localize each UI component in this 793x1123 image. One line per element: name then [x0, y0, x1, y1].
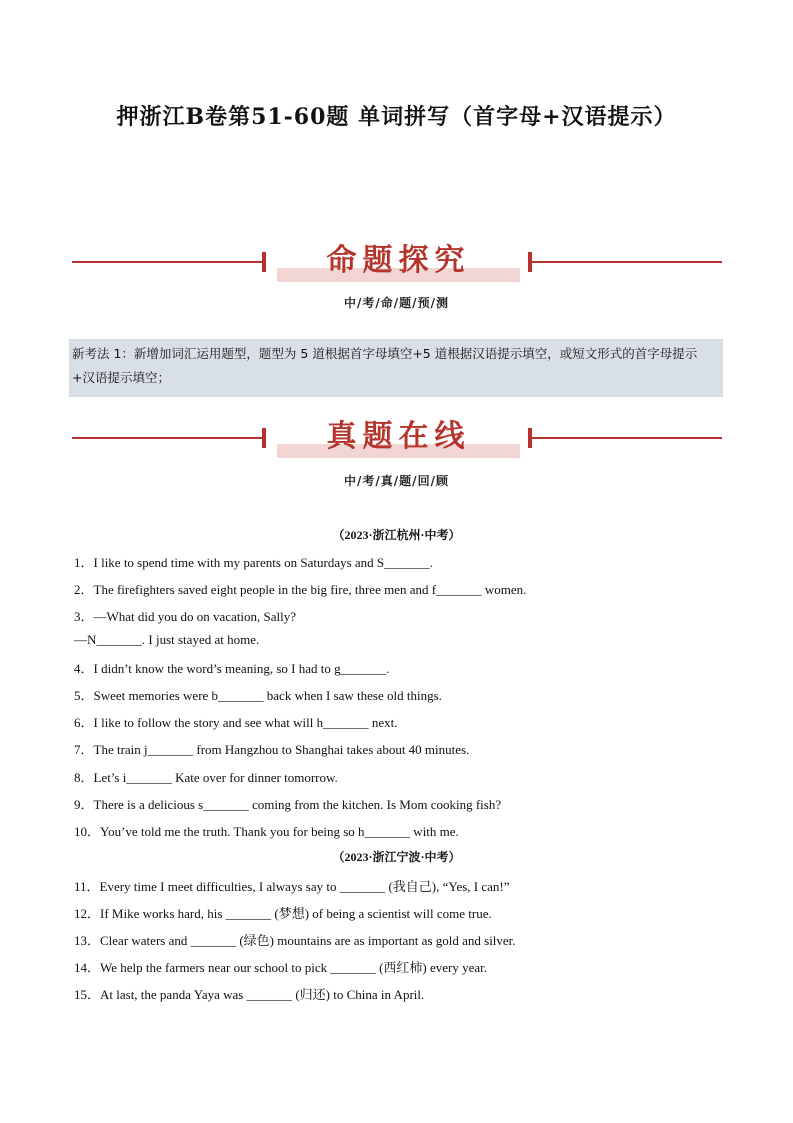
section-heading: （2023·浙江杭州·中考）	[332, 528, 461, 542]
section-banner-research	[72, 240, 722, 284]
banner-label: 真题在线	[326, 419, 471, 454]
question-item: 1．I like to spend time with my parents on Saturdays and S_______.	[74, 555, 433, 570]
question-item: 11．Every time I meet difficulties, I always say to _______ (我自己), “Yes, I can!”	[74, 879, 510, 894]
section-heading: （2023·浙江宁波·中考）	[332, 850, 461, 864]
question-item: 14．We help the farmers near our school to pick _______ (西红柿) every year.	[74, 960, 488, 975]
question-item: 13．Clear waters and _______ (绿色) mountains are as important as gold and silver.	[74, 933, 516, 948]
section-banner-exam	[72, 416, 722, 460]
divider-line	[72, 437, 262, 439]
question-item: 12．If Mike works hard, his _______ (梦想) of being a scientist will come true.	[74, 906, 492, 921]
note-box: 新考法 1：新增加词汇运用题型，题型为 5 道根据首字母填空+5 道根据汉语提示填空，或短文形式的首字母提示+汉语提示填空；	[69, 339, 723, 397]
question-item: 5．Sweet memories were b_______ back when I saw these old things.	[74, 688, 442, 703]
divider-tick	[262, 252, 266, 272]
divider-line	[532, 261, 722, 263]
divider-tick	[262, 428, 266, 448]
question-item: 3．—What did you do on vacation, Sally?	[74, 609, 297, 624]
question-item: 2．The firefighters saved eight people in the big fire, three men and f_______ women.	[74, 582, 527, 597]
divider-line	[532, 437, 722, 439]
banner-label: 命题探究	[326, 243, 471, 278]
banner-subtitle: 中/考/真/题/回/顾	[344, 474, 449, 488]
banner-subtitle: 中/考/命/题/预/测	[344, 296, 449, 310]
question-item: 4．I didn’t know the word’s meaning, so I had to g_______.	[74, 661, 390, 676]
question-item: 6．I like to follow the story and see what will h_______ next.	[74, 715, 398, 730]
divider-line	[72, 261, 262, 263]
question-item: 9．There is a delicious s_______ coming from the kitchen. Is Mom cooking fish?	[74, 797, 502, 812]
question-item: 7．The train j_______ from Hangzhou to Shanghai takes about 40 minutes.	[74, 742, 470, 757]
page-title: 押浙江B卷第51-60题 单词拼写（首字母+汉语提示）	[116, 104, 677, 130]
question-item: —N_______. I just stayed at home.	[74, 632, 260, 647]
question-item: 15．At last, the panda Yaya was _______ (归还) to China in April.	[74, 987, 425, 1002]
question-item: 10．You’ve told me the truth. Thank you for being so h_______ with me.	[74, 824, 459, 839]
question-item: 8．Let’s i_______ Kate over for dinner tomorrow.	[74, 770, 338, 785]
